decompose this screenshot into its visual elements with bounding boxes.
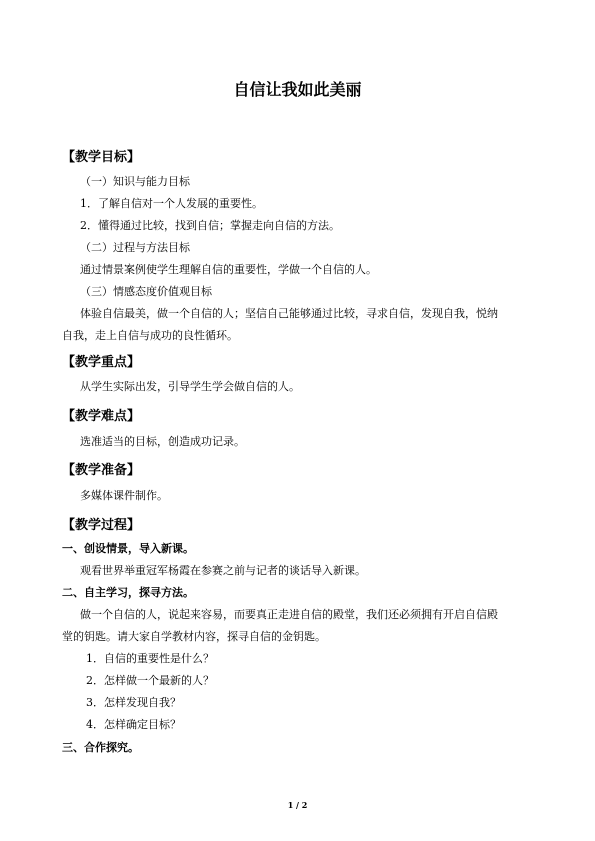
goals-sub1: （一）知识与能力目标	[80, 175, 190, 188]
goals-sub2: （二）过程与方法目标	[80, 241, 190, 254]
difficulty-heading: 【教学难点】	[62, 409, 141, 424]
step1-title: 一、创设情景，导入新课。	[62, 542, 194, 555]
step2-title: 二、自主学习，探寻方法。	[62, 586, 194, 599]
difficulty-text: 选准适当的目标，创造成功记录。	[80, 435, 245, 448]
step2-text-a: 做一个自信的人，说起来容易，而要真正走进自信的殿堂，我们还必须拥有开启自信殿	[80, 608, 498, 621]
goals-text3a: 体验自信最美，做一个自信的人；坚信自己能够通过比较，寻求自信，发现自我，悦纳	[80, 307, 498, 320]
step1-text: 观看世界举重冠军杨霞在参赛之前与记者的谈话导入新课。	[80, 564, 366, 577]
question-4: 4．怎样确定目标？	[86, 718, 181, 731]
goals-sub3: （三）情感态度价值观目标	[80, 285, 212, 298]
process-heading: 【教学过程】	[62, 518, 141, 533]
goals-text2: 通过情景案例使学生理解自信的重要性，学做一个自信的人。	[80, 263, 377, 276]
step3-title: 三、合作探究。	[62, 741, 139, 754]
preparation-text: 多媒体课件制作。	[80, 489, 168, 502]
goals-item2: 2．懂得通过比较，找到自信；掌握走向自信的方法。	[80, 219, 340, 232]
goals-text3b: 自我，走上自信与成功的良性循环。	[62, 329, 238, 342]
question-2: 2．怎样做一个最新的人？	[86, 674, 214, 687]
step2-text-b: 堂的钥匙。请大家自学教材内容，探寻自信的金钥匙。	[62, 630, 326, 643]
page-number: 1 / 2	[287, 800, 308, 810]
focus-heading: 【教学重点】	[62, 355, 141, 370]
question-3: 3．怎样发现自我？	[86, 696, 181, 709]
preparation-heading: 【教学准备】	[62, 463, 141, 478]
document-title: 自信让我如此美丽	[233, 80, 362, 99]
goals-item1: 1．了解自信对一个人发展的重要性。	[80, 197, 263, 210]
focus-text: 从学生实际出发，引导学生学会做自信的人。	[80, 380, 300, 393]
question-1: 1．自信的重要性是什么？	[86, 652, 214, 665]
goals-heading: 【教学目标】	[62, 150, 141, 165]
